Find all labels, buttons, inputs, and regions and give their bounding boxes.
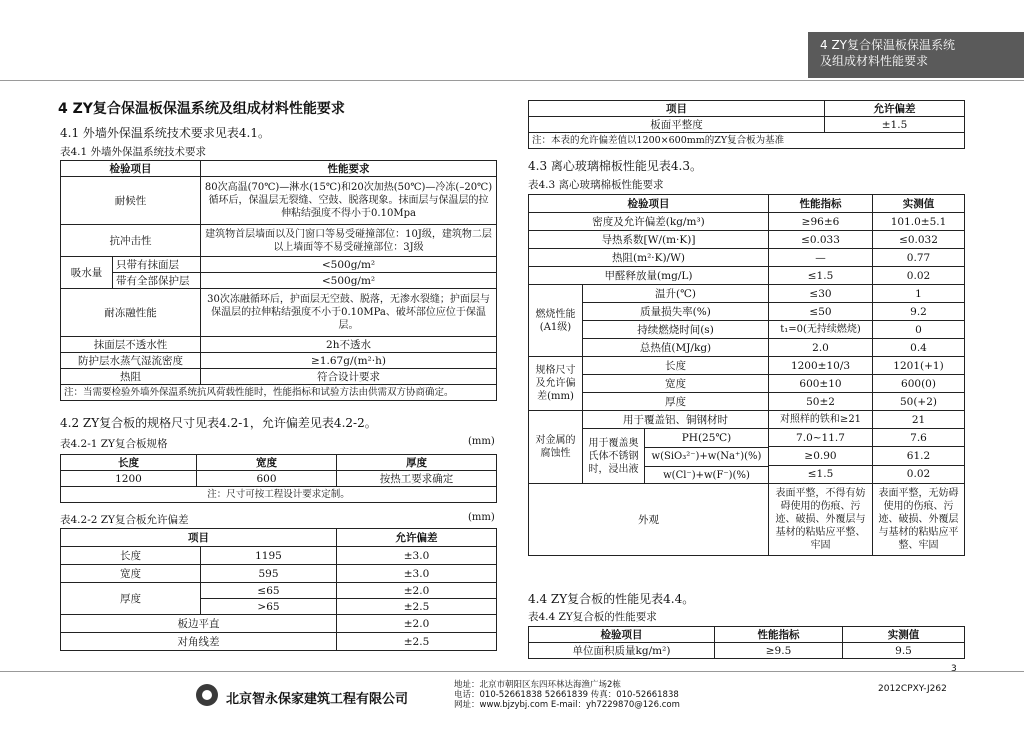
row-size-2-index: 600±10 xyxy=(769,375,873,393)
row-size-1-value: 1201(+1) xyxy=(873,357,965,375)
table-4-4-caption: 表4.4 ZY复合板的性能要求 xyxy=(528,611,657,623)
row-water-sub2: 带有全部保护层 xyxy=(113,273,201,289)
row-thickness-v2: >65 xyxy=(201,599,337,615)
table-4-3-caption: 表4.3 离心玻璃棉板性能要求 xyxy=(528,179,664,191)
row-impermeable-label: 抹面层不透水性 xyxy=(61,337,201,353)
row-fire-3-index: t₁=0(无持续燃烧) xyxy=(769,321,873,339)
row-diag-dev: ±2.5 xyxy=(337,633,497,651)
row-width-dev: ±3.0 xyxy=(337,565,497,583)
section-4-2-heading: 4.2 ZY复合板的规格尺寸见表4.2-1，允许偏差见表4.2-2。 xyxy=(60,416,377,430)
row-water-val2: <500g/m² xyxy=(201,273,497,289)
row-thermal-label: 热阻 xyxy=(61,369,201,385)
th-deviation: 允许偏差 xyxy=(825,101,965,117)
row-flatness-value: ±1.5 xyxy=(825,117,965,133)
table-4-2-1-caption: 表4.2-1 ZY复合板规格 xyxy=(60,438,168,450)
row-weather-label: 耐候性 xyxy=(61,177,201,225)
row-corrosion-2a-label: PH(25℃) xyxy=(645,429,768,448)
row-fire-1-label: 温升(℃) xyxy=(583,285,769,303)
row-fire-2-index: ≤50 xyxy=(769,303,873,321)
row-density-index: ≥96±6 xyxy=(769,213,873,231)
row-impact-label: 抗冲击性 xyxy=(61,225,201,257)
row-mass-index: ≥9.5 xyxy=(715,643,843,659)
section-header-line2: 及组成材料性能要求 xyxy=(820,54,929,68)
th-length: 长度 xyxy=(61,455,197,471)
row-corrosion-2b-index: ≥0.90 xyxy=(769,447,873,465)
th-thickness: 厚度 xyxy=(337,455,497,471)
table-4-2-1-note: 注：尺寸可按工程设计要求定制。 xyxy=(61,487,497,503)
row-size-label: 规格尺寸及允许偏差(mm) xyxy=(529,357,583,411)
row-resistance-value: 0.77 xyxy=(873,249,965,267)
contact-address: 地址：北京市朝阳区东四环林达海渔广场2栋 xyxy=(454,680,621,690)
section-4-3-heading: 4.3 离心玻璃棉板性能见表4.3。 xyxy=(528,159,702,173)
table-4-2-1 xyxy=(60,454,497,503)
row-fire-4-label: 总热值(MJ/kg) xyxy=(583,339,769,357)
row-weather-value: 80次高温(70℃)—淋水(15℃)和20次加热(50℃)—冷冻(–20℃)循环后，保温层无裂缝、空鼓、脱落现象。抹面层与保温层的拉伸粘结强度不得小于0.10Mpa xyxy=(201,177,497,225)
row-conductivity-index: ≤0.033 xyxy=(769,231,873,249)
row-thickness-v1: ≤65 xyxy=(201,583,337,599)
th-width: 宽度 xyxy=(197,455,337,471)
row-fire-1-value: 1 xyxy=(873,285,965,303)
row-size-3-value: 50(+2) xyxy=(873,393,965,411)
val-width: 600 xyxy=(197,471,337,487)
row-fire-label: 燃烧性能(A1级) xyxy=(529,285,583,357)
row-corrosion-2c-index: ≤1.5 xyxy=(769,465,873,483)
row-fire-4-index: 2.0 xyxy=(769,339,873,357)
row-water-label: 吸水量 xyxy=(61,257,113,289)
val-thickness: 按热工要求确定 xyxy=(337,471,497,487)
th-item: 检验项目 xyxy=(529,627,715,643)
row-freeze-value: 30次冻融循环后，护面层无空鼓、脱落，无渗水裂缝；护面层与保温层的拉伸粘结强度不小于0.10MPa、破坏部位应位于保温层。 xyxy=(201,289,497,337)
th-item: 检验项目 xyxy=(529,195,769,213)
row-fire-3-label: 持续燃烧时间(s) xyxy=(583,321,769,339)
row-size-2-label: 宽度 xyxy=(583,375,769,393)
row-corrosion-2c-value: 0.02 xyxy=(873,465,965,483)
row-vapor-value: ≥1.67g/(m²·h) xyxy=(201,353,497,369)
table-4-2-2-caption: 表4.2-2 ZY复合板允许偏差 xyxy=(60,514,189,526)
row-impact-value: 建筑物首层墙面以及门窗口等易受碰撞部位：10J级，建筑物二层以上墙面等不易受碰撞部位：3J级 xyxy=(201,225,497,257)
row-resistance-index: — xyxy=(769,249,873,267)
section-4-1-heading: 4.1 外墙外保温系统技术要求见表4.1。 xyxy=(60,126,270,140)
row-corrosion-2-label: 用于覆盖奥氏体不锈钢时，浸出液 xyxy=(583,429,645,483)
row-corrosion-1-label: 用于覆盖铝、铜钢材时 xyxy=(583,411,769,429)
row-density-value: 101.0±5.1 xyxy=(873,213,965,231)
table-4-2-1-unit: (mm) xyxy=(468,436,495,447)
row-vapor-label: 防护层水蒸气湿流密度 xyxy=(61,353,201,369)
row-impermeable-value: 2h不透水 xyxy=(201,337,497,353)
row-size-3-index: 50±2 xyxy=(769,393,873,411)
page-number: 3 xyxy=(951,664,957,674)
row-edge-label: 板边平直 xyxy=(61,615,337,633)
row-conductivity-value: ≤0.032 xyxy=(873,231,965,249)
row-thickness-d2: ±2.5 xyxy=(337,599,497,615)
page-title: 4 ZY复合保温板保温系统及组成材料性能要求 xyxy=(58,101,345,117)
row-fire-2-value: 9.2 xyxy=(873,303,965,321)
row-fire-3-value: 0 xyxy=(873,321,965,339)
table-4-3 xyxy=(528,194,965,556)
row-thermal-value: 符合设计要求 xyxy=(201,369,497,385)
contact-phone: 电话：010-52661838 52661839 传真：010-52661838 xyxy=(454,690,679,700)
row-fire-4-value: 0.4 xyxy=(873,339,965,357)
th-index: 性能指标 xyxy=(715,627,843,643)
row-mass-value: 9.5 xyxy=(843,643,965,659)
header-divider xyxy=(0,80,1024,81)
row-conductivity-label: 导热系数[W/(m·K)] xyxy=(529,231,769,249)
row-corrosion-2b-value: 61.2 xyxy=(873,447,965,465)
row-size-1-index: 1200±10/3 xyxy=(769,357,873,375)
row-thickness-label: 厚度 xyxy=(61,583,201,615)
row-water-sub1: 只带有抹面层 xyxy=(113,257,201,273)
row-formaldehyde-index: ≤1.5 xyxy=(769,267,873,285)
section-header-box xyxy=(808,32,1024,78)
row-corrosion-label: 对金属的腐蚀性 xyxy=(529,411,583,484)
val-length: 1200 xyxy=(61,471,197,487)
table-4-1-note: 注：当需要检验外墙外保温系统抗风荷载性能时，性能指标和试验方法由供需双方协商确定。 xyxy=(61,385,497,401)
th-req: 性能要求 xyxy=(201,161,497,177)
row-size-1-label: 长度 xyxy=(583,357,769,375)
row-appearance-index: 表面平整，不得有妨碍使用的伤痕、污迹、破损、外覆层与基材的粘贴应平整、牢固 xyxy=(769,484,873,556)
th-item: 项目 xyxy=(61,529,337,547)
row-length-dev: ±3.0 xyxy=(337,547,497,565)
row-size-2-value: 600(0) xyxy=(873,375,965,393)
row-thickness-d1: ±2.0 xyxy=(337,583,497,599)
row-formaldehyde-value: 0.02 xyxy=(873,267,965,285)
row-fire-2-label: 质量损失率(%) xyxy=(583,303,769,321)
company-logo-icon xyxy=(196,684,218,706)
row-freeze-label: 耐冻融性能 xyxy=(61,289,201,337)
contact-block xyxy=(454,680,680,710)
row-edge-dev: ±2.0 xyxy=(337,615,497,633)
th-deviation: 允许偏差 xyxy=(337,529,497,547)
row-appearance-label: 外观 xyxy=(529,484,769,556)
row-fire-1-index: ≤30 xyxy=(769,285,873,303)
row-mass-label: 单位面积质量kg/m²) xyxy=(529,643,715,659)
row-size-3-label: 厚度 xyxy=(583,393,769,411)
row-diag-label: 对角线差 xyxy=(61,633,337,651)
footer-divider xyxy=(0,671,1024,672)
table-flatness xyxy=(528,100,965,149)
table-4-2-2 xyxy=(60,528,497,651)
section-header-line1: 4 ZY复合保温板保温系统 xyxy=(820,38,956,52)
contact-web: 网址：www.bjzybj.com E-mail：yh7229870@126.com xyxy=(454,700,680,710)
table-4-4 xyxy=(528,626,965,659)
th-index: 性能指标 xyxy=(769,195,873,213)
row-flatness-label: 板面平整度 xyxy=(529,117,825,133)
row-density-label: 密度及允许偏差(kg/m³) xyxy=(529,213,769,231)
th-measured: 实测值 xyxy=(843,627,965,643)
th-item: 检验项目 xyxy=(61,161,201,177)
atlas-code: 2012CPXY-J262 xyxy=(878,684,947,694)
table-4-1 xyxy=(60,160,497,401)
row-width-label: 宽度 xyxy=(61,565,201,583)
table-4-2-2-unit: (mm) xyxy=(468,512,495,523)
row-length-label: 长度 xyxy=(61,547,201,565)
row-resistance-label: 热阻(m²·K)/W) xyxy=(529,249,769,267)
row-length-value: 1195 xyxy=(201,547,337,565)
table-flatness-note: 注：本表的允许偏差值以1200×600mm的ZY复合板为基准 xyxy=(529,133,965,149)
row-corrosion-2a-index: 7.0~11.7 xyxy=(769,429,873,447)
row-corrosion-2b-label: w(SiO₃²⁻)+w(Na⁺)(%) xyxy=(645,448,768,467)
th-item: 项目 xyxy=(529,101,825,117)
row-appearance-value: 表面平整，无妨碍使用的伤痕、污迹、破损、外覆层与基材的粘贴应平整、牢固 xyxy=(873,484,965,556)
table-4-1-caption: 表4.1 外墙外保温系统技术要求 xyxy=(60,146,207,158)
row-water-val1: <500g/m² xyxy=(201,257,497,273)
row-corrosion-2c-label: w(Cl⁻)+w(F⁻)(%) xyxy=(663,470,750,481)
row-formaldehyde-label: 甲醛释放量(mg/L) xyxy=(529,267,769,285)
row-corrosion-1-value: 21 xyxy=(873,411,965,429)
row-corrosion-2a-value: 7.6 xyxy=(873,429,965,447)
section-4-4-heading: 4.4 ZY复合板的性能见表4.4。 xyxy=(528,592,695,606)
company-name: 北京智永保家建筑工程有限公司 xyxy=(226,692,409,707)
th-measured: 实测值 xyxy=(873,195,965,213)
row-width-value: 595 xyxy=(201,565,337,583)
row-corrosion-1-index: 对照样的铁和≥21 xyxy=(769,411,873,429)
